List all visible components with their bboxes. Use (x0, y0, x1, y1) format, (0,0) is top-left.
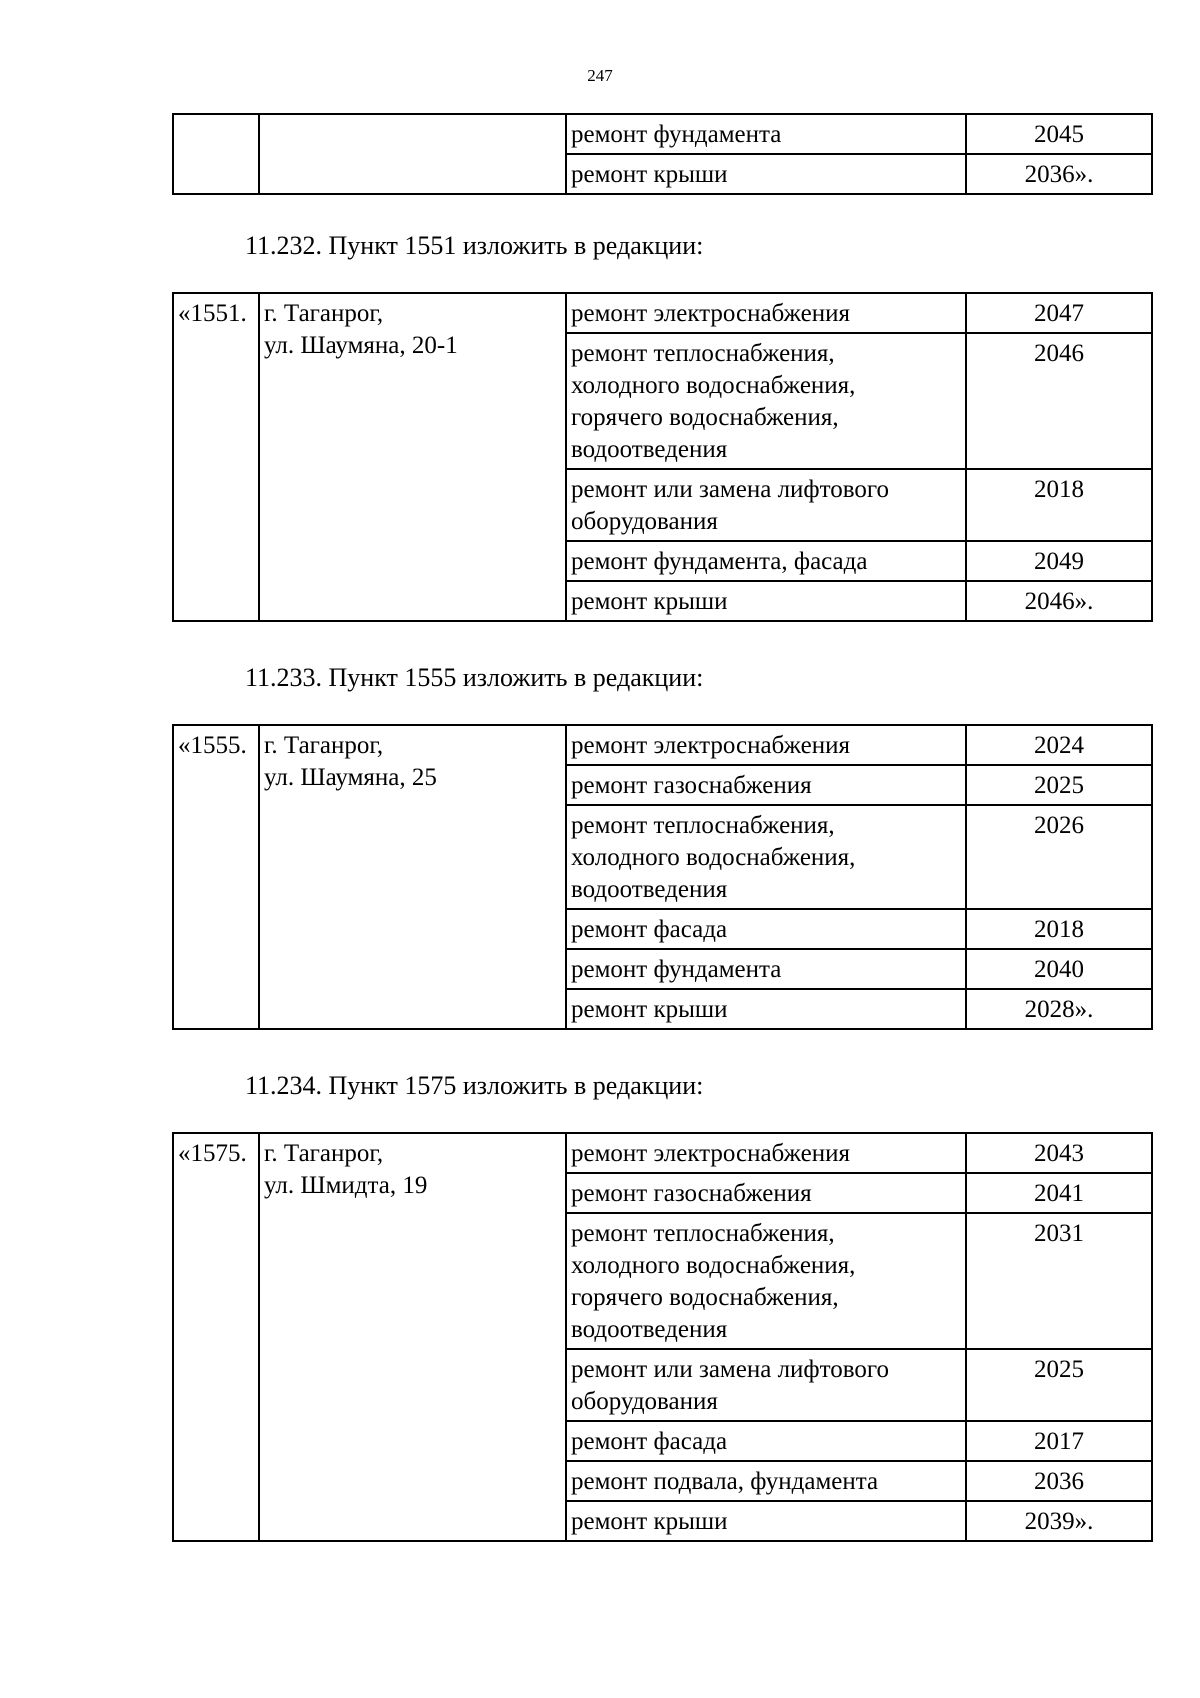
work-cell: ремонт или замена лифтового оборудования (566, 469, 966, 541)
work-cell: ремонт крыши (566, 989, 966, 1029)
work-cell: ремонт фундамента (566, 114, 966, 154)
year-cell: 2031 (966, 1213, 1152, 1349)
work-cell: ремонт фасада (566, 1421, 966, 1461)
work-cell: ремонт электроснабжения (566, 1133, 966, 1173)
work-cell: ремонт крыши (566, 1501, 966, 1541)
work-cell: ремонт теплоснабжения, холодного водоснабжения, горячего водоснабжения, водоотведения (566, 1213, 966, 1349)
work-cell: ремонт фундамента (566, 949, 966, 989)
continuation-table (172, 113, 1153, 195)
schedule-table-1551 (172, 292, 1153, 622)
table-row (173, 293, 1152, 333)
year-cell: 2025 (966, 1349, 1152, 1421)
section-heading: 11.232. Пункт 1551 изложить в редакции: (245, 231, 704, 260)
work-cell: ремонт подвала, фундамента (566, 1461, 966, 1501)
work-cell: ремонт теплоснабжения, холодного водоснабжения, водоотведения (566, 805, 966, 909)
year-cell: 2024 (966, 725, 1152, 765)
year-cell: 2028». (966, 989, 1152, 1029)
work-cell: ремонт электроснабжения (566, 725, 966, 765)
year-cell: 2026 (966, 805, 1152, 909)
year-cell: 2040 (966, 949, 1152, 989)
work-cell: ремонт фасада (566, 909, 966, 949)
section-heading: 11.234. Пункт 1575 изложить в редакции: (245, 1071, 704, 1100)
year-cell: 2036 (966, 1461, 1152, 1501)
work-cell: ремонт или замена лифтового оборудования (566, 1349, 966, 1421)
year-cell: 2017 (966, 1421, 1152, 1461)
year-cell: 2039». (966, 1501, 1152, 1541)
address-cell: г. Таганрог, ул. Шаумяна, 20-1 (259, 293, 566, 621)
number-cell (173, 114, 259, 194)
work-cell: ремонт крыши (566, 154, 966, 194)
number-cell: «1575. (173, 1133, 259, 1541)
year-cell: 2018 (966, 469, 1152, 541)
number-cell: «1551. (173, 293, 259, 621)
address-cell (259, 114, 566, 194)
work-cell: ремонт газоснабжения (566, 765, 966, 805)
work-cell: ремонт электроснабжения (566, 293, 966, 333)
year-cell: 2046 (966, 333, 1152, 469)
work-cell: ремонт крыши (566, 581, 966, 621)
table-row (173, 1133, 1152, 1173)
year-cell: 2047 (966, 293, 1152, 333)
year-cell: 2041 (966, 1173, 1152, 1213)
year-cell: 2045 (966, 114, 1152, 154)
year-cell: 2018 (966, 909, 1152, 949)
address-cell: г. Таганрог, ул. Шаумяна, 25 (259, 725, 566, 1029)
number-cell: «1555. (173, 725, 259, 1029)
year-cell: 2046». (966, 581, 1152, 621)
table-row (173, 114, 1152, 154)
work-cell: ремонт газоснабжения (566, 1173, 966, 1213)
year-cell: 2043 (966, 1133, 1152, 1173)
address-cell: г. Таганрог, ул. Шмидта, 19 (259, 1133, 566, 1541)
table-row (173, 725, 1152, 765)
section-heading: 11.233. Пункт 1555 изложить в редакции: (245, 663, 704, 692)
year-cell: 2025 (966, 765, 1152, 805)
work-cell: ремонт фундамента, фасада (566, 541, 966, 581)
page-number: 247 (587, 66, 613, 85)
year-cell: 2036». (966, 154, 1152, 194)
work-cell: ремонт теплоснабжения, холодного водоснабжения, горячего водоснабжения, водоотведения (566, 333, 966, 469)
year-cell: 2049 (966, 541, 1152, 581)
schedule-table-1575 (172, 1132, 1153, 1542)
schedule-table-1555 (172, 724, 1153, 1030)
